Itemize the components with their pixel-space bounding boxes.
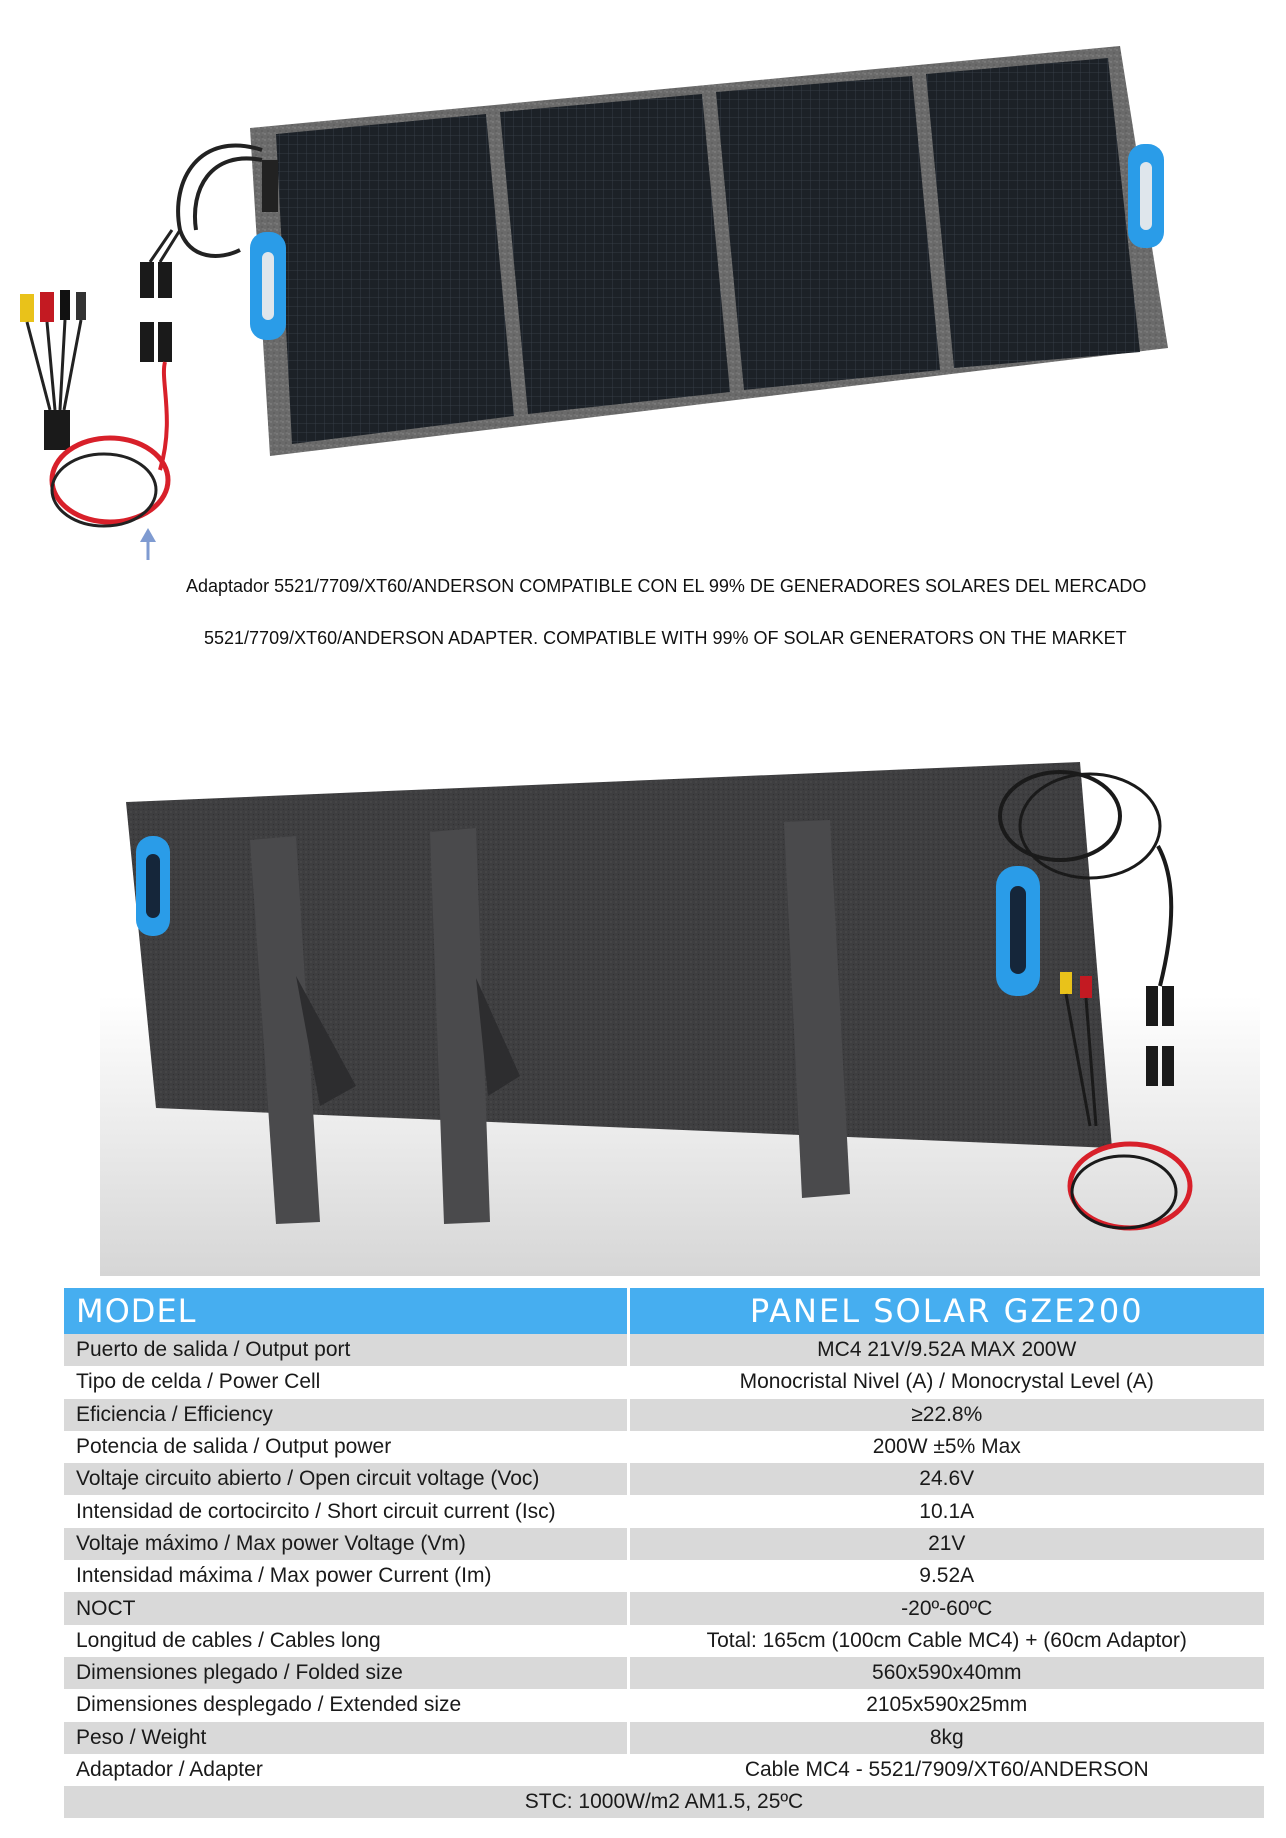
y-splitter [44,410,70,450]
dc7909-plug [76,292,86,320]
adaptor-leads [27,320,81,410]
table-row [64,1592,1264,1624]
table-row [64,1399,1264,1431]
spec-value: 10.1A [628,1495,1264,1527]
spec-value: 560x590x40mm [628,1657,1264,1689]
spec-value: -20º-60ºC [628,1592,1264,1624]
back-mc4-1 [1146,986,1158,1026]
junction-box [262,160,278,212]
table-row [64,1689,1264,1721]
spec-label: Intensidad máxima / Max power Current (Im) [64,1560,628,1592]
spec-label: Puerto de salida / Output port [64,1334,628,1366]
cell-module-1 [276,114,514,444]
handle-left-hole [262,252,274,320]
pointer-arrow-head [140,528,156,542]
cell-module-2 [500,94,730,414]
back-anderson-plug [1080,976,1092,998]
spec-value: 21V [628,1528,1264,1560]
anderson-plug [40,292,54,322]
spec-label: Potencia de salida / Output power [64,1431,628,1463]
spec-value: 2105x590x25mm [628,1689,1264,1721]
xt60-plug [20,294,34,322]
back-cable-down [1158,846,1171,986]
table-row [64,1657,1264,1689]
spec-table [64,1288,1264,1818]
solar-panel-front-image [0,0,1286,560]
spec-label: Eficiencia / Efficiency [64,1399,628,1431]
spec-label: Tipo de celda / Power Cell [64,1366,628,1398]
back-mc4-2 [1162,986,1174,1026]
spec-value: ≥22.8% [628,1399,1264,1431]
spec-header-row [64,1288,1264,1334]
spec-value: 9.52A [628,1560,1264,1592]
spec-header-label: MODEL [64,1288,628,1334]
mc4-connector-4 [158,322,172,362]
cell-module-4 [926,58,1140,368]
red-cable-coil [52,438,168,522]
solar-panel-back-image [100,746,1260,1276]
spec-header-value: PANEL SOLAR GZE200 [628,1288,1264,1334]
spec-footer-stc: STC: 1000W/m2 AM1.5, 25ºC [64,1786,1264,1818]
handle-right-hole [1140,162,1152,230]
table-row [64,1463,1264,1495]
table-row [64,1495,1264,1527]
dc5521-plug [60,290,70,320]
adapter-caption-spanish: Adaptador 5521/7709/XT60/ANDERSON COMPATIBLE CON EL 99% DE GENERADORES SOLARES DEL MERCADO [186,576,1147,596]
table-row [64,1625,1264,1657]
spec-value: MC4 21V/9.52A MAX 200W [628,1334,1264,1366]
spec-footer-row [64,1786,1264,1818]
spec-label: Peso / Weight [64,1722,628,1754]
spec-value: 8kg [628,1722,1264,1754]
table-row [64,1754,1264,1786]
red-cable-coil-2 [52,454,156,526]
table-row [64,1722,1264,1754]
cable-black-2 [195,158,262,230]
spec-label: NOCT [64,1592,628,1624]
mc4-connector-1 [140,262,154,298]
back-handle-left-hole [146,854,160,918]
adapter-caption-english: 5521/7709/XT60/ANDERSON ADAPTER. COMPATIBLE WITH 99% OF SOLAR GENERATORS ON THE MARKET [204,628,1127,648]
back-mc4-4 [1162,1046,1174,1086]
spec-label: Voltaje circuito abierto / Open circuit voltage (Voc) [64,1463,628,1495]
spec-value: Total: 165cm (100cm Cable MC4) + (60cm Adaptor) [628,1625,1264,1657]
pointer-arrow-line [148,540,1200,560]
spec-label: Longitud de cables / Cables long [64,1625,628,1657]
spec-label: Voltaje máximo / Max power Voltage (Vm) [64,1528,628,1560]
spec-value: 24.6V [628,1463,1264,1495]
mc4-connector-2 [158,262,172,298]
spec-value: Cable MC4 - 5521/7909/XT60/ANDERSON [628,1754,1264,1786]
table-row [64,1366,1264,1398]
red-cable-up [160,362,167,470]
table-row [64,1334,1264,1366]
spec-label: Dimensiones plegado / Folded size [64,1657,628,1689]
back-handle-right-hole [1010,886,1026,974]
table-row [64,1560,1264,1592]
back-mc4-3 [1146,1046,1158,1086]
cable-to-mc4 [150,230,180,262]
cell-module-3 [716,76,940,390]
mc4-connector-3 [140,322,154,362]
spec-label: Intensidad de cortocircito / Short circuit current (Isc) [64,1495,628,1527]
spec-value: Monocristal Nivel (A) / Monocrystal Level (A) [628,1366,1264,1398]
spec-label: Dimensiones desplegado / Extended size [64,1689,628,1721]
table-row [64,1431,1264,1463]
table-row [64,1528,1264,1560]
spec-value: 200W ±5% Max [628,1431,1264,1463]
back-xt60-plug [1060,972,1072,994]
cable-black [178,145,262,255]
spec-label: Adaptador / Adapter [64,1754,628,1786]
